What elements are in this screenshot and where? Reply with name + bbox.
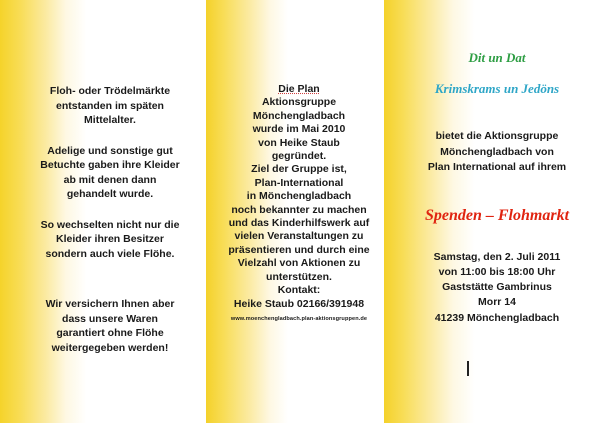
contact-label: Kontakt: [277,284,321,297]
text-line: gehandelt wurde. [66,188,154,200]
event-city: 41239 Mönchengladbach [434,311,560,324]
event-title: Spenden – Flohmarkt [424,206,570,224]
paragraph-guarantee [28,297,192,355]
panel-middle [206,0,384,423]
text-line: Mönchengladbach von [440,145,554,158]
text-line: von Heike Staub [258,136,340,149]
text-line: bietet die Aktionsgruppe [435,130,559,142]
text-line: präsentieren und durch eine [228,243,370,256]
panel-right [384,0,600,423]
text-line: weitergegeben werden! [51,341,169,354]
text-line: wurde im Mai 2010 [252,123,346,136]
text-line: vielen Veranstaltungen zu [234,230,364,243]
panel-middle-text [220,83,378,324]
text-line: So wechselten nicht nur die [40,218,180,231]
title-dit-un-dat: Dit un Dat [468,50,526,65]
paragraph-history [28,84,192,128]
intro-text [402,129,592,176]
text-line: unterstützen. [266,270,332,283]
text-line: noch bekannter zu machen [231,203,367,216]
text-line: Adelige und sonstige gut [47,144,173,157]
text-cursor [467,361,469,376]
event-time: von 11:00 bis 18:00 Uhr [438,265,556,278]
text-line: ab mit denen dann [63,173,157,186]
text-line: Mittelalter. [84,114,136,126]
panel-left-text [28,84,192,372]
text-line: Vielzahl von Aktionen zu [237,257,361,270]
paragraph-fleas [28,218,192,262]
text-line: Wir versichern Ihnen aber [45,298,175,310]
text-line: garantiert ohne Flöhe [56,327,164,339]
event-street: Morr 14 [478,296,516,309]
text-line: gegründet. [271,150,327,163]
text-line: in Mönchengladbach [246,190,352,203]
website-url[interactable]: www.moenchengladbach.plan-aktionsgruppen.de [230,315,368,322]
text-line: sondern auch viele Flöhe. [45,247,175,260]
text-line: und das Kinderhilfswerk auf [228,217,370,230]
title-krimskrams: Krimskrams un Jedöns [434,81,560,96]
text-line: Ziel der Gruppe ist, [251,163,347,176]
text-line: Kleider ihren Besitzer [56,233,164,245]
text-line: Aktionsgruppe [261,96,337,109]
event-date: Samstag, den 2. Juli 2011 [433,250,561,263]
contact-phone: Heike Staub 02166/391948 [233,297,365,310]
text-line: Betuchte gaben ihre Kleider [40,159,180,171]
event-venue: Gaststätte Gambrinus [442,281,552,294]
panel-left [0,0,206,423]
text-line: entstanden im späten [56,99,164,112]
panel-right-text [402,50,592,326]
text-line: Floh- oder Trödelmärkte [49,85,171,97]
text-line: dass unsere Waren [62,312,158,325]
event-details [402,250,592,326]
text-line-heading: Die Plan [278,83,320,95]
text-line: Mönchengladbach [252,109,346,122]
text-line: Plan-International [254,176,344,189]
text-line: Plan International auf ihrem [427,161,567,174]
paragraph-nobles [28,144,192,202]
